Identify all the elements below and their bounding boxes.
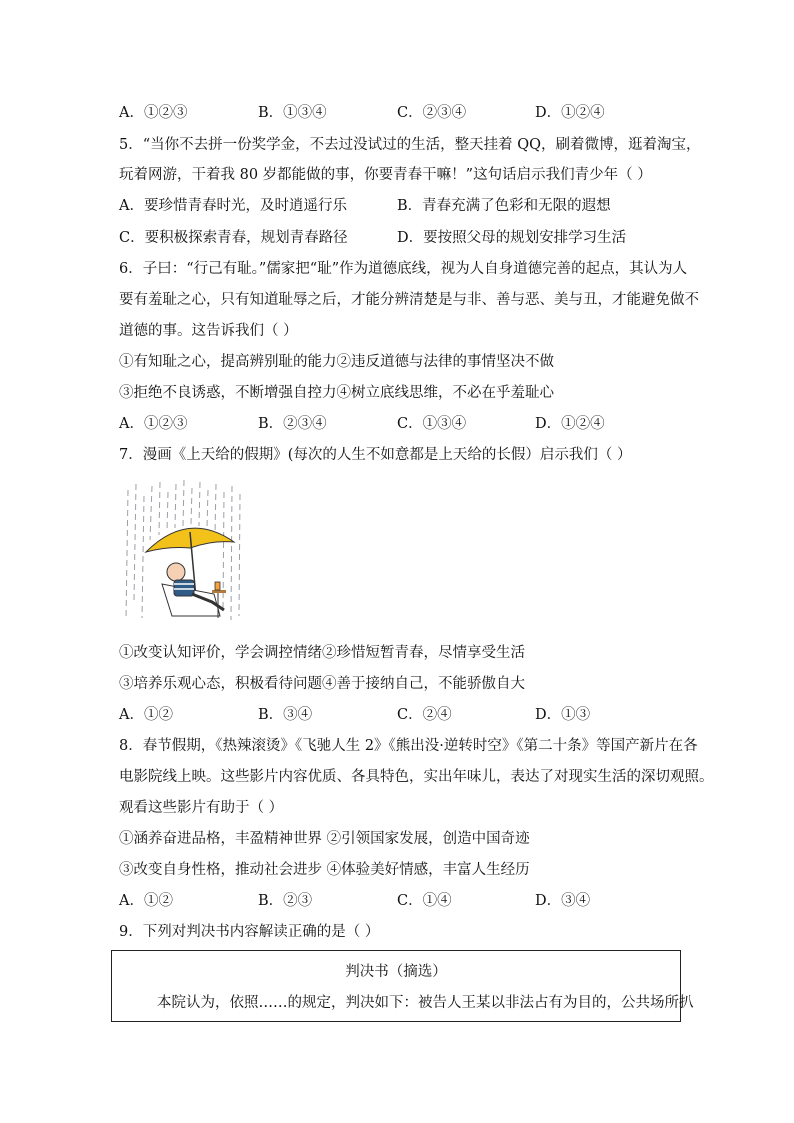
q8-option-a[interactable]: A．①②: [119, 893, 173, 909]
q6-stem-line-1: 6．子曰：“行己有耻。”儒家把“耻”作为道德底线，视为人自身道德完善的起点，其认为人: [119, 261, 688, 277]
q8-stem-line-3: 观看这些影片有助于（ ）: [119, 800, 284, 816]
q7-options: [119, 705, 679, 725]
cartoon-image: [122, 480, 248, 628]
q7-statement-1: ①改变认知评价，学会调控情绪②珍惜短暂青春，尽情享受生活: [119, 645, 525, 661]
q8-option-c[interactable]: C．①④: [397, 893, 452, 909]
q5-options-row-2: [119, 228, 679, 248]
q4-option-a[interactable]: A．①②③: [119, 105, 188, 121]
q5-option-c[interactable]: C．要积极探索青春，规划青春路径: [119, 230, 348, 246]
q6-option-c[interactable]: C．①③④: [397, 416, 467, 432]
q6-statement-1: ①有知耻之心，提高辨别耻的能力②违反道德与法律的事情坚决不做: [119, 354, 554, 370]
q7-stem-line-1: 7．漫画《上天给的假期》(每次的人生不如意都是上天给的长假）启示我们（ ）: [119, 447, 632, 463]
q8-statement-2: ③改变自身性格，推动社会进步 ④体验美好情感，丰富人生经历: [119, 862, 530, 878]
judgment-box: [111, 950, 694, 1022]
q7-option-a[interactable]: A．①②: [119, 707, 173, 723]
q8-option-b[interactable]: B．②③: [258, 893, 313, 909]
q7-option-b[interactable]: B．③④: [258, 707, 313, 723]
q6-option-a[interactable]: A．①②③: [119, 416, 188, 432]
q8-statement-1: ①涵养奋进品格，丰盈精神世界 ②引领国家发展，创造中国奇迹: [119, 831, 530, 847]
q7-option-c[interactable]: C．②④: [397, 707, 452, 723]
q8-stem-line-1: 8．春节假期，《热辣滚烫》《飞驰人生 2》《熊出没·逆转时空》《第二十条》等国产新片在各: [119, 738, 698, 754]
q7-option-d[interactable]: D．①③: [535, 707, 591, 723]
q4-option-b[interactable]: B．①③④: [258, 105, 327, 121]
q6-options: [119, 414, 679, 434]
q5-stem-line-2: 玩着网游，干着我 80 岁都能做的事，你要青春干嘛！”这句话启示我们青少年（ ）: [119, 167, 652, 183]
q5-option-b[interactable]: B．青春充满了色彩和无限的遐想: [397, 198, 611, 214]
q6-stem-line-3: 道德的事。这告诉我们（ ）: [119, 323, 298, 339]
judgment-title: 判决书（摘选）: [345, 964, 447, 980]
q8-options: [119, 891, 679, 911]
judgment-text: 本院认为，依照……的规定，判决如下：被告人王某以非法占有为目的，公共场所扒: [157, 995, 694, 1011]
q6-statement-2: ③拒绝不良诱惑，不断增强自控力④树立底线思维，不必在乎羞耻心: [119, 385, 554, 401]
cartoon-umbrella-rain: [122, 480, 248, 628]
q8-option-d[interactable]: D．③④: [535, 893, 591, 909]
q5-option-a[interactable]: A．要珍惜青春时光，及时逍遥行乐: [119, 198, 347, 214]
q9-stem-line-1: 9．下列对判决书内容解读正确的是（ ）: [119, 924, 380, 940]
q7-statement-2: ③培养乐观心态，积极看待问题④善于接纳自己，不能骄傲自大: [119, 676, 525, 692]
q5-stem-line-1: 5．“当你不去拼一份奖学金，不去过没试过的生活，整天挂着 QQ，刷着微博，逛着淘宝，: [119, 137, 701, 153]
q5-option-d[interactable]: D．要按照父母的规划安排学习生活: [397, 230, 627, 246]
q4-options: [119, 103, 679, 123]
q4-option-c[interactable]: C．②③④: [397, 105, 467, 121]
q5-options-row-1: [119, 196, 679, 216]
q8-stem-line-2: 电影院线上映。这些影片内容优质、各具特色，实出年味儿，表达了对现实生活的深切观照。: [119, 769, 714, 785]
q6-option-d[interactable]: D．①②④: [535, 416, 605, 432]
q4-option-d[interactable]: D．①②④: [535, 105, 605, 121]
q6-option-b[interactable]: B．②③④: [258, 416, 327, 432]
q6-stem-line-2: 要有羞耻之心，只有知道耻辱之后，才能分辨清楚是与非、善与恶、美与丑，才能避免做不: [119, 292, 699, 308]
